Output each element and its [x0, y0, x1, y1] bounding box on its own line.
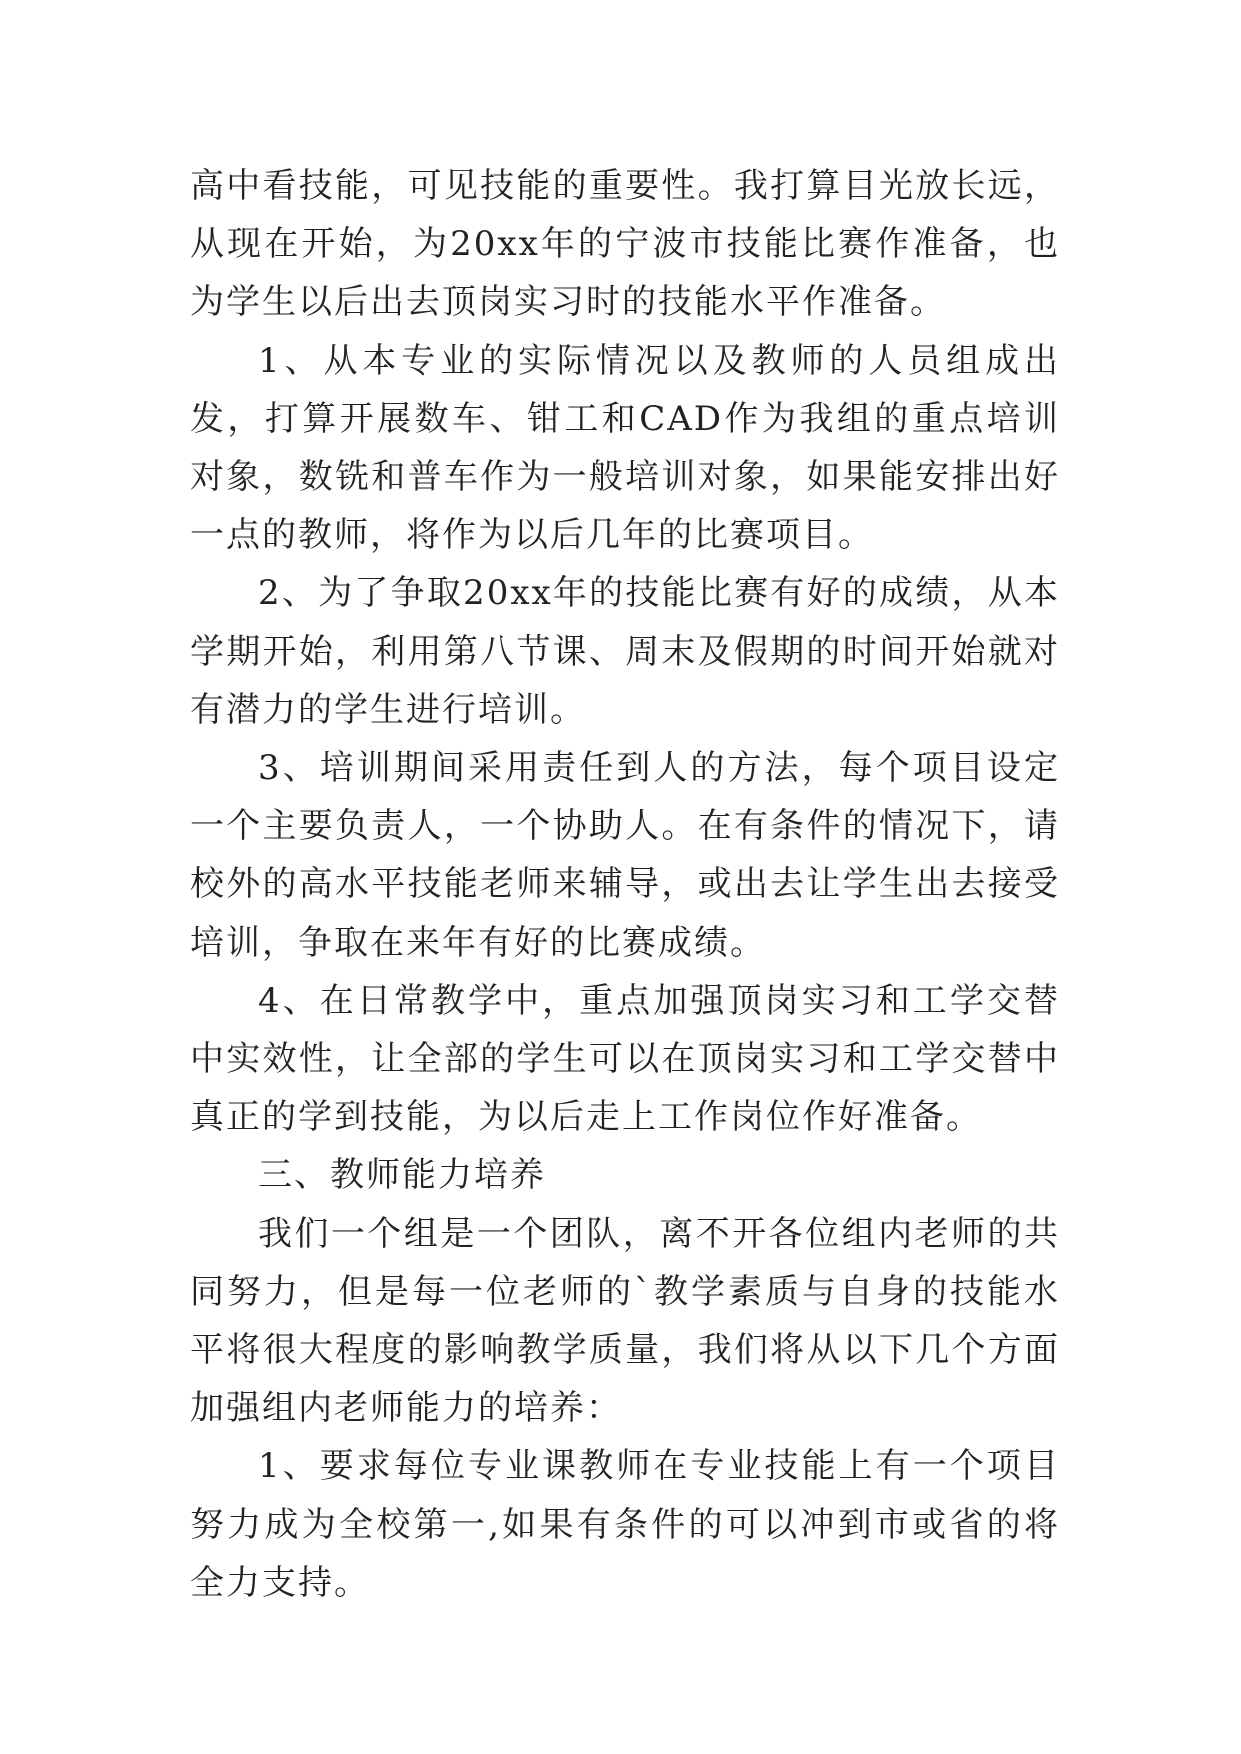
paragraph-item-4: 4、在日常教学中，重点加强顶岗实习和工学交替中实效性，让全部的学生可以在顶岗实习和工学交替中真正的学到技能，为以后走上工作岗位作好准备。 [190, 980, 1060, 1138]
paragraph-intro: 我们一个组是一个团队，离不开各位组内老师的共同努力，但是每一位老师的`教学素质与自身的技能水平将很大程度的影响教学质量，我们将从以下几个方面加强组内老师能力的培养： [190, 1213, 1060, 1429]
paragraph-continuation: 高中看技能，可见技能的重要性。我打算目光放长远，从现在开始，为20xx年的宁波市技能比赛作准备，也为学生以后出去顶岗实习时的技能水平作准备。 [190, 166, 1060, 323]
section-heading: 三、教师能力培养 [258, 1155, 546, 1196]
paragraph-item-3: 3、培训期间采用责任到人的方法，每个项目设定一个主要负责人，一个协助人。在有条件的情况下，请校外的高水平技能老师来辅导，或出去让学生出去接受培训，争取在来年有好的比赛成绩。 [190, 748, 1060, 963]
document-body [190, 157, 1060, 1612]
paragraph-item-1-teacher: 1、要求每位专业课教师在专业技能上有一个项目努力成为全校第一,如果有条件的可以冲到市或省的将全力支持。 [190, 1446, 1060, 1603]
paragraph-item-1: 1、从本专业的实际情况以及教师的人员组成出发，打算开展数车、钳工和CAD作为我组的重点培训对象，数铣和普车作为一般培训对象，如果能安排出好一点的教师，将作为以后几年的比赛项目。 [190, 340, 1060, 556]
paragraph-item-2: 2、为了争取20xx年的技能比赛有好的成绩，从本学期开始，利用第八节课、周末及假期的时间开始就对有潜力的学生进行培训。 [190, 573, 1060, 730]
